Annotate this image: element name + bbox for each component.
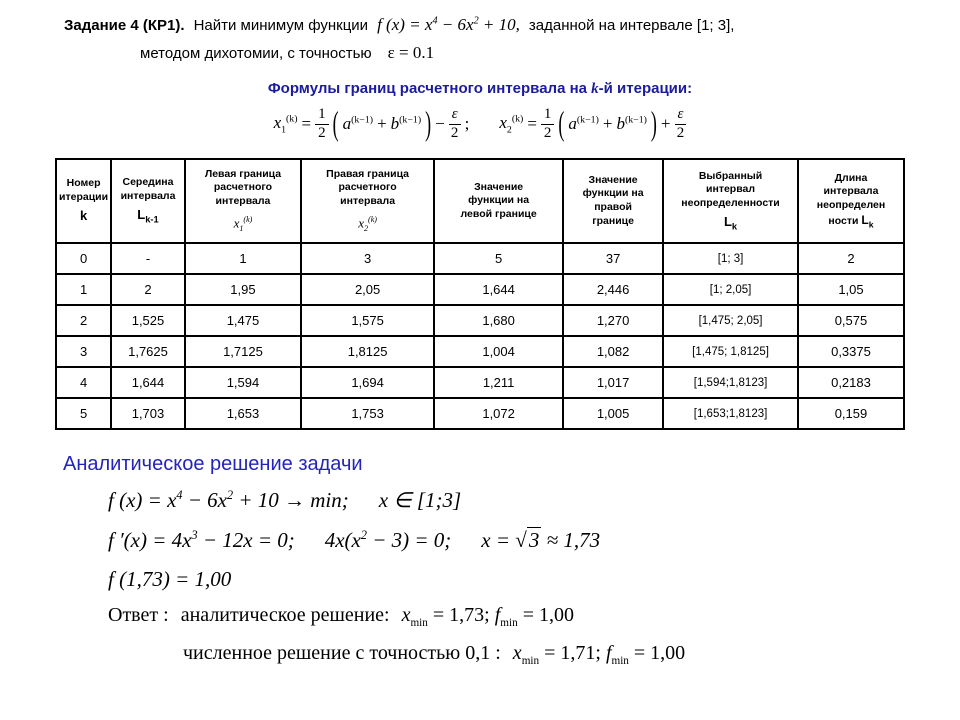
table-row [56, 274, 904, 305]
iteration-table [55, 158, 905, 430]
table-row [56, 243, 904, 274]
table-cell: 1 [185, 243, 301, 274]
analytic-line-min-value: f (1,73) = 1,00 [108, 567, 232, 591]
header-function-left: Значение функции на левой границе [434, 159, 563, 243]
table-cell: 1,680 [434, 305, 563, 336]
task-label: Задание 4 (КР1). [64, 17, 185, 34]
table-cell: 4 [56, 367, 111, 398]
table-row [56, 336, 904, 367]
header-right-boundary: Правая граница расчетного интервала $x_2^{(k)}$ [301, 159, 434, 243]
table-cell: 1,072 [434, 398, 563, 429]
table-cell: 1,211 [434, 367, 563, 398]
header-interval-length: Длина интервала неопределен ности $L_k$ [798, 159, 904, 243]
table-cell: [1,475; 1,8125] [663, 336, 798, 367]
task-text-find: Найти минимум функции [193, 17, 369, 34]
table-cell: 1,004 [434, 336, 563, 367]
table-cell: 1,753 [301, 398, 434, 429]
table-cell: [1,653;1,8123] [663, 398, 798, 429]
table-cell: 0,2183 [798, 367, 904, 398]
table-cell: 1,7125 [185, 336, 301, 367]
task-text-method: методом дихотомии, с точностью [140, 45, 372, 62]
table-cell: - [111, 243, 185, 274]
table-cell: 1,005 [563, 398, 663, 429]
table-cell: 2 [56, 305, 111, 336]
analytic-section-heading: Аналитическое решение задачи [63, 453, 363, 475]
task-text-interval: заданной на интервале [1; 3], [528, 17, 735, 34]
table-cell: 1,7625 [111, 336, 185, 367]
header-iteration-number: Номер итерации k [56, 159, 111, 243]
boundary-formulas [0, 98, 960, 150]
table-header-row [56, 159, 904, 243]
header-left-boundary: Левая граница расчетного интервала $x_1^{(k)}$ [185, 159, 301, 243]
header-chosen-interval: Выбранный интервал неопределенности $L_k$ [663, 159, 798, 243]
table-cell: [1; 3] [663, 243, 798, 274]
table-cell: 1 [56, 274, 111, 305]
table-cell: 5 [56, 398, 111, 429]
table-cell: 1,694 [301, 367, 434, 398]
epsilon-value: ε = 0.1 [387, 43, 435, 62]
table-cell: 1,644 [434, 274, 563, 305]
table-cell: 1,082 [563, 336, 663, 367]
table-cell: 0,3375 [798, 336, 904, 367]
table-cell: 1,8125 [301, 336, 434, 367]
table-cell: 1,017 [563, 367, 663, 398]
table-cell: 1,525 [111, 305, 185, 336]
header-interval-midpoint: Середина интервала $L_{k-1}$ [111, 159, 185, 243]
table-cell: 1,594 [185, 367, 301, 398]
boundary-formulas-heading: Формулы границ расчетного интервала на k-й итерации: [267, 80, 693, 97]
analytic-line-derivative: f $'(x) = 4x^3 - 12x = 0$; $4x(x^2 - 3) = 0$; x = √3 ≈ 1,73 [108, 528, 601, 552]
table-cell: 2 [798, 243, 904, 274]
table-cell: 1,575 [301, 305, 434, 336]
table-cell: 5 [434, 243, 563, 274]
table-cell: 3 [56, 336, 111, 367]
table-cell: 1,270 [563, 305, 663, 336]
table-cell: 37 [563, 243, 663, 274]
table-cell: [1,475; 2,05] [663, 305, 798, 336]
table-row [56, 305, 904, 336]
formula-x2: $x_2^{(k)}$ = $\frac{1}{2}$ ( $a^{(k-1)}$ + $b^{(k-1)}$ ) + $\frac{\varepsilon}{2}$ [499, 107, 686, 142]
analytic-line-function: f $(x) = x^4 - 6x^2 + 10 \to \min$; x ∈ [1;3] [108, 488, 462, 512]
answer-label: Ответ : [108, 604, 169, 626]
objective-function-formula: f $(x) = x^4 - 6x^2 + 10$, [377, 15, 520, 34]
table-cell: 1,475 [185, 305, 301, 336]
task-title-line2 [64, 43, 944, 63]
table-cell: [1,594;1,8123] [663, 367, 798, 398]
table-cell: 0 [56, 243, 111, 274]
table-cell: [1; 2,05] [663, 274, 798, 305]
table-cell: 1,653 [185, 398, 301, 429]
table-cell: 1,95 [185, 274, 301, 305]
table-cell: 0,575 [798, 305, 904, 336]
table-cell: 1,703 [111, 398, 185, 429]
table-row [56, 398, 904, 429]
table-cell: 3 [301, 243, 434, 274]
table-cell: 2 [111, 274, 185, 305]
task-title-line1 [64, 15, 944, 35]
table-cell: 2,05 [301, 274, 434, 305]
table-row [56, 367, 904, 398]
table-cell: 1,05 [798, 274, 904, 305]
table-cell: 1,644 [111, 367, 185, 398]
answer-analytic-line: Ответ : аналитическое решение: $x_{min} = 1,73$; $f_{min} = 1,00$ [108, 604, 574, 629]
task-title [64, 15, 944, 63]
table-cell: 0,159 [798, 398, 904, 429]
formula-x1: $x_1^{(k)}$ = $\frac{1}{2}$ ( $a^{(k-1)}$ + $b^{(k-1)}$ ) − $\frac{\varepsilon}{2}$ ; [273, 104, 470, 142]
table-cell: 2,446 [563, 274, 663, 305]
header-function-right: Значение функции на правой границе [563, 159, 663, 243]
table-body [56, 243, 904, 429]
sqrt-radical: √ [515, 528, 527, 552]
answer-numeric-line: численное решение с точностью 0,1 : $x_{min} = 1,71$; $f_{min} = 1,00$ [183, 642, 686, 667]
